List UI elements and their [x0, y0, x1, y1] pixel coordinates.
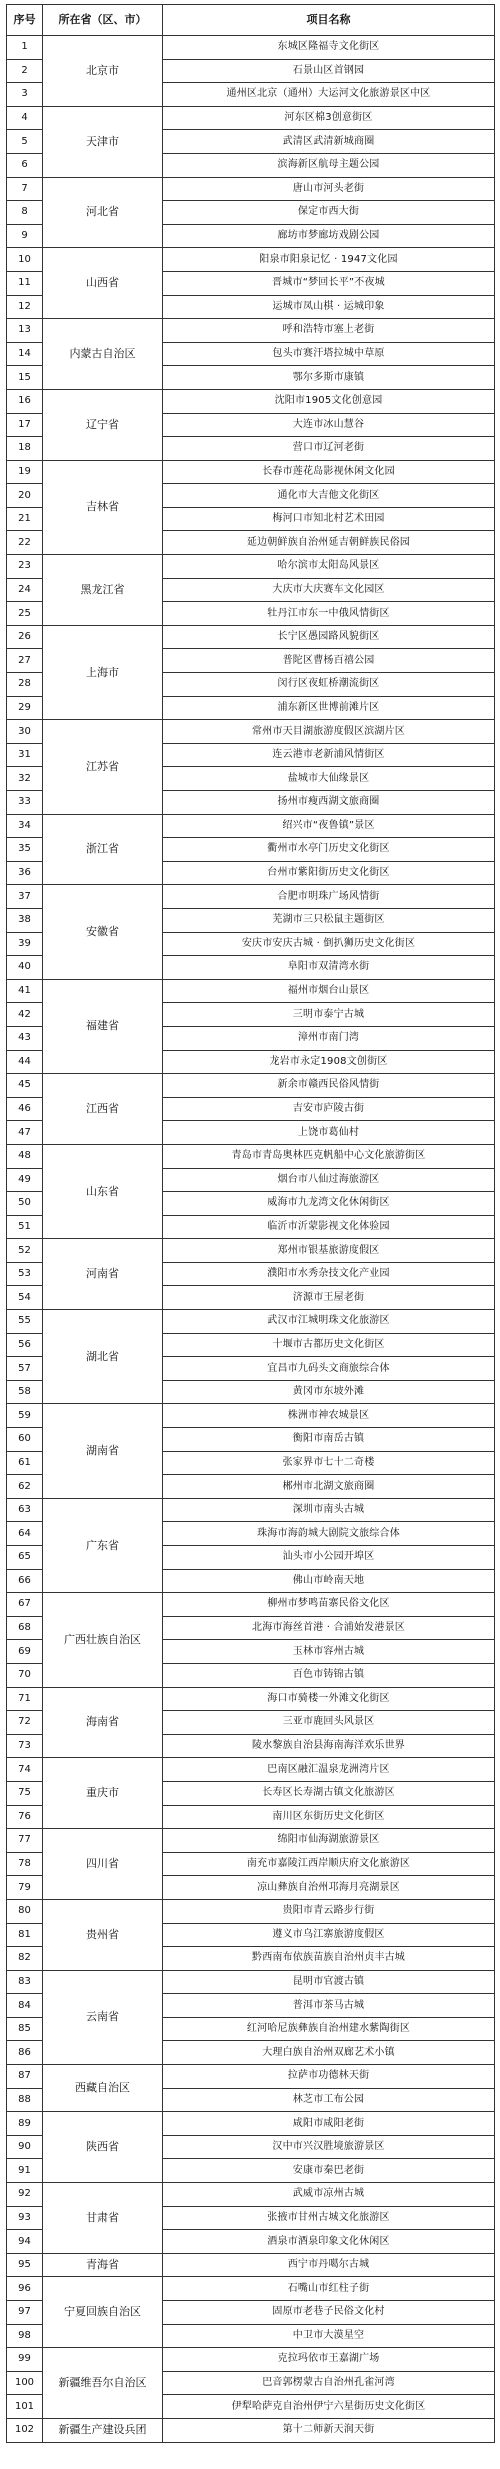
project-name-cell: 三明市泰宁古城 — [163, 1003, 495, 1027]
serial-number-cell: 101 — [7, 2395, 43, 2419]
project-name-cell: 芜湖市三只松鼠主题街区 — [163, 908, 495, 932]
serial-number-cell: 96 — [7, 2277, 43, 2301]
province-cell: 黑龙江省 — [43, 555, 163, 626]
project-name-cell: 郑州市银基旅游度假区 — [163, 1239, 495, 1263]
project-name-cell: 普陀区曹杨百禧公园 — [163, 649, 495, 673]
serial-number-cell: 23 — [7, 555, 43, 579]
project-name-cell: 陵水黎族自治县海南海洋欢乐世界 — [163, 1734, 495, 1758]
project-name-cell: 伊犁哈萨克自治州伊宁六星街历史文化街区 — [163, 2395, 495, 2419]
serial-number-cell: 69 — [7, 1640, 43, 1664]
serial-number-cell: 42 — [7, 1003, 43, 1027]
serial-number-cell: 51 — [7, 1215, 43, 1239]
province-cell: 云南省 — [43, 1970, 163, 2064]
serial-number-cell: 99 — [7, 2348, 43, 2372]
table-row — [7, 177, 495, 201]
serial-number-cell: 5 — [7, 130, 43, 154]
project-name-cell: 沈阳市1905文化创意园 — [163, 389, 495, 413]
serial-number-cell: 82 — [7, 1947, 43, 1971]
project-name-cell: 昆明市官渡古镇 — [163, 1970, 495, 1994]
serial-number-cell: 18 — [7, 437, 43, 461]
project-name-cell: 遵义市乌江寨旅游度假区 — [163, 1923, 495, 1947]
table-row — [7, 2418, 495, 2442]
project-name-cell: 汕头市小公园开埠区 — [163, 1546, 495, 1570]
province-cell: 天津市 — [43, 106, 163, 177]
table-row — [7, 885, 495, 909]
table-row — [7, 2253, 495, 2277]
province-cell: 河南省 — [43, 1239, 163, 1310]
project-name-cell: 石景山区首钢园 — [163, 59, 495, 83]
table-row — [7, 106, 495, 130]
table-row — [7, 248, 495, 272]
serial-number-cell: 100 — [7, 2371, 43, 2395]
province-cell: 安徽省 — [43, 885, 163, 979]
project-name-cell: 呼和浩特市塞上老街 — [163, 319, 495, 343]
serial-number-cell: 84 — [7, 1994, 43, 2018]
project-name-cell: 玉林市容州古城 — [163, 1640, 495, 1664]
project-name-cell: 鄂尔多斯市康镇 — [163, 366, 495, 390]
serial-number-cell: 45 — [7, 1074, 43, 1098]
serial-number-cell: 62 — [7, 1475, 43, 1499]
serial-number-cell: 53 — [7, 1262, 43, 1286]
table-row — [7, 1310, 495, 1334]
table-row — [7, 1970, 495, 1994]
serial-number-cell: 97 — [7, 2301, 43, 2325]
table-row — [7, 1758, 495, 1782]
table-row — [7, 625, 495, 649]
serial-number-cell: 37 — [7, 885, 43, 909]
table-row — [7, 36, 495, 60]
header-province: 所在省（区、市） — [43, 5, 163, 36]
serial-number-cell: 89 — [7, 2112, 43, 2136]
serial-number-cell: 72 — [7, 1711, 43, 1735]
serial-number-cell: 24 — [7, 578, 43, 602]
project-list-table — [6, 4, 495, 2443]
serial-number-cell: 75 — [7, 1781, 43, 1805]
province-cell: 福建省 — [43, 979, 163, 1073]
serial-number-cell: 54 — [7, 1286, 43, 1310]
serial-number-cell: 7 — [7, 177, 43, 201]
province-cell: 西藏自治区 — [43, 2065, 163, 2112]
serial-number-cell: 1 — [7, 36, 43, 60]
project-name-cell: 绍兴市“夜鲁镇”景区 — [163, 814, 495, 838]
project-name-cell: 常州市天目湖旅游度假区滨湖片区 — [163, 720, 495, 744]
table-row — [7, 720, 495, 744]
serial-number-cell: 44 — [7, 1050, 43, 1074]
serial-number-cell: 39 — [7, 932, 43, 956]
serial-number-cell: 28 — [7, 673, 43, 697]
project-name-cell: 延边朝鲜族自治州延吉朝鲜族民俗园 — [163, 531, 495, 555]
project-name-cell: 珠海市海韵城大剧院文旅综合体 — [163, 1522, 495, 1546]
project-name-cell: 林芝市工布公园 — [163, 2088, 495, 2112]
project-name-cell: 济源市王屋老街 — [163, 1286, 495, 1310]
project-name-cell: 大理白族自治州双廊艺术小镇 — [163, 2041, 495, 2065]
table-row — [7, 1829, 495, 1853]
project-name-cell: 巴音郭楞蒙古自治州孔雀河湾 — [163, 2371, 495, 2395]
serial-number-cell: 60 — [7, 1428, 43, 1452]
province-cell: 海南省 — [43, 1687, 163, 1758]
province-cell: 宁夏回族自治区 — [43, 2277, 163, 2348]
table-row — [7, 2112, 495, 2136]
project-name-cell: 威海市九龙湾文化休闲街区 — [163, 1192, 495, 1216]
project-name-cell: 通化市大吉他文化街区 — [163, 484, 495, 508]
project-name-cell: 唐山市河头老街 — [163, 177, 495, 201]
serial-number-cell: 30 — [7, 720, 43, 744]
province-cell: 河北省 — [43, 177, 163, 248]
project-name-cell: 固原市老巷子民俗文化村 — [163, 2301, 495, 2325]
project-name-cell: 哈尔滨市太阳岛风景区 — [163, 555, 495, 579]
project-name-cell: 吉安市庐陵古街 — [163, 1097, 495, 1121]
serial-number-cell: 70 — [7, 1663, 43, 1687]
serial-number-cell: 73 — [7, 1734, 43, 1758]
project-name-cell: 株洲市神农城景区 — [163, 1404, 495, 1428]
project-name-cell: 长寿区长寿湖古镇文化旅游区 — [163, 1781, 495, 1805]
table-row — [7, 814, 495, 838]
serial-number-cell: 92 — [7, 2183, 43, 2207]
province-cell: 新疆维吾尔自治区 — [43, 2348, 163, 2419]
project-name-cell: 海口市骑楼一外滩文化街区 — [163, 1687, 495, 1711]
serial-number-cell: 87 — [7, 2065, 43, 2089]
table-row — [7, 2183, 495, 2207]
table-row — [7, 389, 495, 413]
province-cell: 四川省 — [43, 1829, 163, 1900]
project-name-cell: 巴南区融汇温泉龙洲湾片区 — [163, 1758, 495, 1782]
province-cell: 山西省 — [43, 248, 163, 319]
project-name-cell: 临沂市沂蒙影视文化体验园 — [163, 1215, 495, 1239]
serial-number-cell: 21 — [7, 507, 43, 531]
serial-number-cell: 80 — [7, 1899, 43, 1923]
project-name-cell: 牡丹江市东一中俄风情街区 — [163, 602, 495, 626]
province-cell: 重庆市 — [43, 1758, 163, 1829]
project-name-cell: 衢州市水亭门历史文化街区 — [163, 838, 495, 862]
table-row — [7, 460, 495, 484]
serial-number-cell: 83 — [7, 1970, 43, 1994]
table-row — [7, 979, 495, 1003]
serial-number-cell: 52 — [7, 1239, 43, 1263]
serial-number-cell: 19 — [7, 460, 43, 484]
project-name-cell: 包头市赛汗塔拉城中草原 — [163, 342, 495, 366]
table-row — [7, 555, 495, 579]
project-name-cell: 运城市凤山棋 · 运城印象 — [163, 295, 495, 319]
serial-number-cell: 76 — [7, 1805, 43, 1829]
project-name-cell: 衡阳市南岳古镇 — [163, 1428, 495, 1452]
project-name-cell: 安康市秦巴老街 — [163, 2159, 495, 2183]
serial-number-cell: 85 — [7, 2017, 43, 2041]
province-cell: 湖北省 — [43, 1310, 163, 1404]
serial-number-cell: 58 — [7, 1380, 43, 1404]
project-name-cell: 深圳市南头古城 — [163, 1498, 495, 1522]
project-name-cell: 扬州市瘦西湖文旅商圈 — [163, 791, 495, 815]
serial-number-cell: 41 — [7, 979, 43, 1003]
province-cell: 上海市 — [43, 625, 163, 719]
serial-number-cell: 81 — [7, 1923, 43, 1947]
project-name-cell: 北海市海丝首港 · 合浦始发港景区 — [163, 1616, 495, 1640]
province-cell: 辽宁省 — [43, 389, 163, 460]
serial-number-cell: 86 — [7, 2041, 43, 2065]
project-name-cell: 黔西南布依族苗族自治州贞丰古城 — [163, 1947, 495, 1971]
project-name-cell: 拉萨市功德林天街 — [163, 2065, 495, 2089]
serial-number-cell: 94 — [7, 2230, 43, 2254]
project-name-cell: 长宁区愚园路风貌街区 — [163, 625, 495, 649]
project-name-cell: 合肥市明珠广场风情街 — [163, 885, 495, 909]
serial-number-cell: 11 — [7, 271, 43, 295]
project-name-cell: 中卫市大漠星空 — [163, 2324, 495, 2348]
project-name-cell: 红河哈尼族彝族自治州建水紫陶街区 — [163, 2017, 495, 2041]
serial-number-cell: 50 — [7, 1192, 43, 1216]
serial-number-cell: 71 — [7, 1687, 43, 1711]
project-name-cell: 台州市紫阳街历史文化街区 — [163, 861, 495, 885]
province-cell: 北京市 — [43, 36, 163, 107]
serial-number-cell: 55 — [7, 1310, 43, 1334]
project-name-cell: 南川区东街历史文化街区 — [163, 1805, 495, 1829]
serial-number-cell: 27 — [7, 649, 43, 673]
project-name-cell: 新余市赣西民俗风情街 — [163, 1074, 495, 1098]
project-name-cell: 克拉玛依市王嘉湖广场 — [163, 2348, 495, 2372]
table-header — [7, 5, 495, 36]
province-cell: 贵州省 — [43, 1899, 163, 1970]
project-name-cell: 咸阳市咸阳老街 — [163, 2112, 495, 2136]
serial-number-cell: 17 — [7, 413, 43, 437]
project-name-cell: 廊坊市梦廊坊戏剧公园 — [163, 224, 495, 248]
project-name-cell: 贵阳市青云路步行街 — [163, 1899, 495, 1923]
serial-number-cell: 31 — [7, 743, 43, 767]
serial-number-cell: 22 — [7, 531, 43, 555]
project-name-cell: 福州市烟台山景区 — [163, 979, 495, 1003]
serial-number-cell: 29 — [7, 696, 43, 720]
province-cell: 江苏省 — [43, 720, 163, 814]
project-name-cell: 郴州市北湖文旅商圈 — [163, 1475, 495, 1499]
project-name-cell: 绵阳市仙海湖旅游景区 — [163, 1829, 495, 1853]
province-cell: 广东省 — [43, 1498, 163, 1592]
serial-number-cell: 90 — [7, 2135, 43, 2159]
province-cell: 山东省 — [43, 1144, 163, 1238]
header-project-name: 项目名称 — [163, 5, 495, 36]
serial-number-cell: 36 — [7, 861, 43, 885]
table-row — [7, 1498, 495, 1522]
serial-number-cell: 46 — [7, 1097, 43, 1121]
project-name-cell: 张掖市甘州古城文化旅游区 — [163, 2206, 495, 2230]
serial-number-cell: 56 — [7, 1333, 43, 1357]
serial-number-cell: 8 — [7, 201, 43, 225]
project-name-cell: 阜阳市双清湾水街 — [163, 956, 495, 980]
project-name-cell: 汉中市兴汉胜境旅游景区 — [163, 2135, 495, 2159]
table-body — [7, 36, 495, 2443]
province-cell: 青海省 — [43, 2253, 163, 2277]
project-name-cell: 通州区北京（通州）大运河文化旅游景区中区 — [163, 83, 495, 107]
project-name-cell: 黄冈市东坡外滩 — [163, 1380, 495, 1404]
project-name-cell: 凉山彝族自治州邛海月亮湖景区 — [163, 1876, 495, 1900]
serial-number-cell: 59 — [7, 1404, 43, 1428]
serial-number-cell: 40 — [7, 956, 43, 980]
table-row — [7, 2348, 495, 2372]
table-row — [7, 1404, 495, 1428]
serial-number-cell: 35 — [7, 838, 43, 862]
serial-number-cell: 14 — [7, 342, 43, 366]
province-cell: 吉林省 — [43, 460, 163, 554]
province-cell: 浙江省 — [43, 814, 163, 885]
project-name-cell: 大连市冰山慧谷 — [163, 413, 495, 437]
province-cell: 江西省 — [43, 1074, 163, 1145]
project-name-cell: 上饶市葛仙村 — [163, 1121, 495, 1145]
province-cell: 陕西省 — [43, 2112, 163, 2183]
project-name-cell: 龙岩市永定1908文创街区 — [163, 1050, 495, 1074]
project-name-cell: 第十二师新天润天街 — [163, 2418, 495, 2442]
project-name-cell: 武清区武清新城商圈 — [163, 130, 495, 154]
serial-number-cell: 65 — [7, 1546, 43, 1570]
project-name-cell: 晋城市“梦回长平”不夜城 — [163, 271, 495, 295]
serial-number-cell: 79 — [7, 1876, 43, 1900]
serial-number-cell: 43 — [7, 1026, 43, 1050]
serial-number-cell: 67 — [7, 1593, 43, 1617]
serial-number-cell: 61 — [7, 1451, 43, 1475]
project-name-cell: 张家界市七十二奇楼 — [163, 1451, 495, 1475]
serial-number-cell: 64 — [7, 1522, 43, 1546]
serial-number-cell: 95 — [7, 2253, 43, 2277]
serial-number-cell: 57 — [7, 1357, 43, 1381]
table-row — [7, 2277, 495, 2301]
project-name-cell: 烟台市八仙过海旅游区 — [163, 1168, 495, 1192]
project-name-cell: 武汉市江城明珠文化旅游区 — [163, 1310, 495, 1334]
serial-number-cell: 47 — [7, 1121, 43, 1145]
serial-number-cell: 63 — [7, 1498, 43, 1522]
table-row — [7, 1144, 495, 1168]
province-cell: 甘肃省 — [43, 2183, 163, 2254]
province-cell: 湖南省 — [43, 1404, 163, 1498]
serial-number-cell: 15 — [7, 366, 43, 390]
province-cell: 内蒙古自治区 — [43, 319, 163, 390]
serial-number-cell: 78 — [7, 1852, 43, 1876]
project-name-cell: 滨海新区航母主题公园 — [163, 153, 495, 177]
serial-number-cell: 91 — [7, 2159, 43, 2183]
project-name-cell: 安庆市安庆古城 · 倒扒狮历史文化街区 — [163, 932, 495, 956]
project-name-cell: 宜昌市九码头文商旅综合体 — [163, 1357, 495, 1381]
project-name-cell: 青岛市青岛奥林匹克帆船中心文化旅游街区 — [163, 1144, 495, 1168]
serial-number-cell: 10 — [7, 248, 43, 272]
serial-number-cell: 26 — [7, 625, 43, 649]
table-row — [7, 319, 495, 343]
table-row — [7, 1899, 495, 1923]
serial-number-cell: 88 — [7, 2088, 43, 2112]
project-name-cell: 漳州市南门湾 — [163, 1026, 495, 1050]
project-name-cell: 东城区隆福寺文化街区 — [163, 36, 495, 60]
project-name-cell: 十堰市古都历史文化街区 — [163, 1333, 495, 1357]
project-name-cell: 长春市莲花岛影视休闲文化园 — [163, 460, 495, 484]
project-name-cell: 柳州市梦鸣苗寨民俗文化区 — [163, 1593, 495, 1617]
serial-number-cell: 13 — [7, 319, 43, 343]
table-row — [7, 2065, 495, 2089]
serial-number-cell: 49 — [7, 1168, 43, 1192]
table-row — [7, 1593, 495, 1617]
project-name-cell: 百色市铸锦古镇 — [163, 1663, 495, 1687]
serial-number-cell: 2 — [7, 59, 43, 83]
project-name-cell: 酒泉市酒泉印象文化休闲区 — [163, 2230, 495, 2254]
project-name-cell: 闵行区夜虹桥潮流街区 — [163, 673, 495, 697]
project-name-cell: 西宁市丹噶尔古城 — [163, 2253, 495, 2277]
serial-number-cell: 20 — [7, 484, 43, 508]
serial-number-cell: 33 — [7, 791, 43, 815]
table-row — [7, 1074, 495, 1098]
project-name-cell: 营口市辽河老街 — [163, 437, 495, 461]
project-name-cell: 保定市西大街 — [163, 201, 495, 225]
serial-number-cell: 25 — [7, 602, 43, 626]
serial-number-cell: 34 — [7, 814, 43, 838]
project-name-cell: 连云港市老新浦风情街区 — [163, 743, 495, 767]
project-name-cell: 三亚市鹿回头风景区 — [163, 1711, 495, 1735]
serial-number-cell: 102 — [7, 2418, 43, 2442]
serial-number-cell: 16 — [7, 389, 43, 413]
serial-number-cell: 93 — [7, 2206, 43, 2230]
project-name-cell: 普洱市茶马古城 — [163, 1994, 495, 2018]
project-name-cell: 武威市凉州古城 — [163, 2183, 495, 2207]
table-row — [7, 1239, 495, 1263]
serial-number-cell: 98 — [7, 2324, 43, 2348]
header-row — [7, 5, 495, 36]
serial-number-cell: 9 — [7, 224, 43, 248]
serial-number-cell: 4 — [7, 106, 43, 130]
project-name-cell: 佛山市岭南天地 — [163, 1569, 495, 1593]
project-name-cell: 河东区棉3创意街区 — [163, 106, 495, 130]
serial-number-cell: 6 — [7, 153, 43, 177]
serial-number-cell: 3 — [7, 83, 43, 107]
serial-number-cell: 77 — [7, 1829, 43, 1853]
serial-number-cell: 32 — [7, 767, 43, 791]
serial-number-cell: 12 — [7, 295, 43, 319]
table-row — [7, 1687, 495, 1711]
province-cell: 广西壮族自治区 — [43, 1593, 163, 1687]
project-name-cell: 大庆市大庆赛车文化园区 — [163, 578, 495, 602]
header-serial-number: 序号 — [7, 5, 43, 36]
project-name-cell: 阳泉市阳泉记忆 · 1947文化园 — [163, 248, 495, 272]
serial-number-cell: 38 — [7, 908, 43, 932]
project-name-cell: 浦东新区世博前滩片区 — [163, 696, 495, 720]
project-name-cell: 濮阳市水秀杂技文化产业园 — [163, 1262, 495, 1286]
serial-number-cell: 66 — [7, 1569, 43, 1593]
project-name-cell: 南充市嘉陵江西岸顺庆府文化旅游区 — [163, 1852, 495, 1876]
serial-number-cell: 74 — [7, 1758, 43, 1782]
project-name-cell: 梅河口市知北村艺术田园 — [163, 507, 495, 531]
project-name-cell: 石嘴山市红柱子街 — [163, 2277, 495, 2301]
province-cell: 新疆生产建设兵团 — [43, 2418, 163, 2442]
serial-number-cell: 68 — [7, 1616, 43, 1640]
project-name-cell: 盐城市大仙缘景区 — [163, 767, 495, 791]
serial-number-cell: 48 — [7, 1144, 43, 1168]
